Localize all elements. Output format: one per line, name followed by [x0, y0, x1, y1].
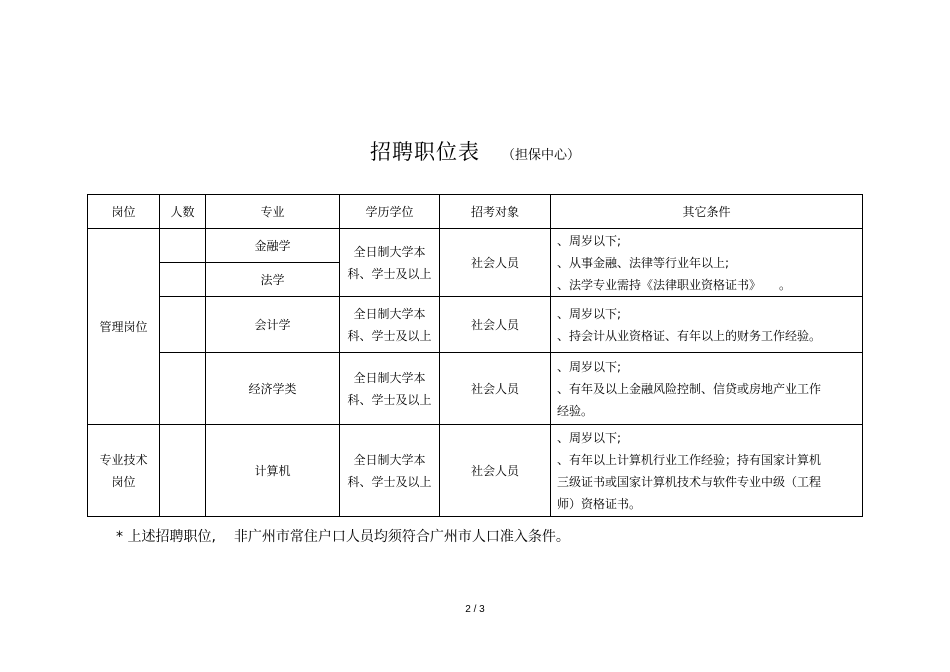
- page-subtitle: （担保中心）: [501, 148, 580, 163]
- condition-line: 、周岁以下;: [557, 233, 622, 248]
- education-line: 科、学士及以上: [347, 328, 432, 343]
- header-target: 招考对象: [440, 195, 551, 229]
- recruitment-table: [87, 194, 863, 517]
- target-cell: 社会人员: [440, 297, 551, 353]
- count-cell: [160, 263, 206, 297]
- table-row: [88, 425, 863, 517]
- header-major: 专业: [206, 195, 340, 229]
- title-row: [0, 136, 950, 166]
- table-header-row: [88, 195, 863, 229]
- table-row: [88, 353, 863, 425]
- post-cell: 管理岗位: [88, 229, 160, 425]
- post-line: 专业技术: [99, 452, 148, 467]
- condition-line: 师）资格证书。: [557, 496, 642, 511]
- education-line: 全日制大学本: [353, 370, 426, 385]
- post-line: 岗位: [111, 474, 136, 489]
- condition-line: 、周岁以下;: [557, 359, 622, 374]
- condition-line: 、从事金融、法律等行业年以上;: [557, 255, 730, 270]
- target-cell: 社会人员: [440, 353, 551, 425]
- condition-line: 、有年及以上金融风险控制、信贷或房地产业工作: [557, 381, 822, 396]
- footnote: [116, 526, 570, 546]
- count-cell: [160, 353, 206, 425]
- post-cell: [88, 425, 160, 517]
- education-line: 科、学士及以上: [347, 474, 432, 489]
- count-cell: [160, 297, 206, 353]
- education-line: 科、学士及以上: [347, 266, 432, 281]
- major-cell: 计算机: [206, 425, 340, 517]
- footnote-text: 非广州市常住户口人员均须符合广州市人口准入条件。: [233, 529, 570, 545]
- target-cell: 社会人员: [440, 425, 551, 517]
- education-cell: [340, 297, 440, 353]
- header-education: 学历学位: [340, 195, 440, 229]
- condition-line: 经验。: [557, 403, 594, 418]
- condition-line: 、持会计从业资格证、有年以上的财务工作经验。: [557, 328, 822, 343]
- major-cell: 会计学: [206, 297, 340, 353]
- condition-line: 、有年以上计算机行业工作经验；持有国家计算机: [557, 452, 822, 467]
- condition-line: 、法学专业需持《法律职业资格证书》 。: [557, 277, 792, 292]
- conditions-cell: [551, 353, 863, 425]
- conditions-cell: [551, 229, 863, 297]
- header-count: 人数: [160, 195, 206, 229]
- education-cell: [340, 229, 440, 297]
- major-cell: 经济学类: [206, 353, 340, 425]
- condition-line: 、周岁以下;: [557, 306, 622, 321]
- education-line: 全日制大学本: [353, 306, 426, 321]
- education-line: 全日制大学本: [353, 244, 426, 259]
- condition-line: 三级证书或国家计算机技术与软件专业中级（工程: [557, 474, 822, 489]
- table-row: [88, 229, 863, 263]
- conditions-cell: [551, 297, 863, 353]
- table-row: [88, 297, 863, 353]
- page-number: 2 / 3: [465, 604, 485, 615]
- education-cell: [340, 353, 440, 425]
- major-cell: 金融学: [206, 229, 340, 263]
- page-title: 招聘职位表: [369, 140, 480, 164]
- conditions-cell: [551, 425, 863, 517]
- major-cell: 法学: [206, 263, 340, 297]
- count-cell: [160, 229, 206, 263]
- header-conditions: 其它条件: [551, 195, 863, 229]
- footnote-lead: * 上述招聘职位,: [116, 529, 216, 545]
- count-cell: [160, 425, 206, 517]
- education-cell: [340, 425, 440, 517]
- target-cell: 社会人员: [440, 229, 551, 297]
- education-line: 科、学士及以上: [347, 392, 432, 407]
- education-line: 全日制大学本: [353, 452, 426, 467]
- condition-line: 、周岁以下;: [557, 430, 622, 445]
- header-post: 岗位: [88, 195, 160, 229]
